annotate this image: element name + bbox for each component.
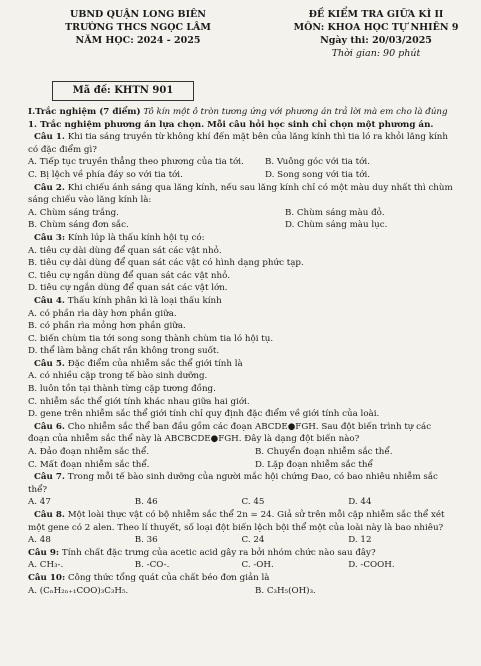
exam-date: Ngày thi: 20/03/2025 <box>320 35 432 46</box>
part-heading: 1. Trắc nghiệm phương án lựa chọn. Mỗi câu hỏi học sinh chỉ chọn một phương án. <box>28 119 434 130</box>
question-4: Câu 4. Thấu kính phân kì là loại thấu kính <box>34 295 222 306</box>
school-info <box>48 8 228 47</box>
option-c: C. Bị lệch về phía đáy so với tia tới. <box>28 169 183 180</box>
section-heading: I.Trắc nghiệm (7 điểm) Tô kín một ô tròn tương ứng với phương án trả lời mà em cho là đúng <box>28 107 448 117</box>
option-c: C. 45 <box>241 497 265 508</box>
exam-code-box: Mã đề: KHTN 901 <box>52 81 194 101</box>
option-c: C. -OH. <box>241 560 274 571</box>
question-3: Câu 3: Kính lúp là thấu kính hội tụ có: <box>34 232 205 243</box>
option-c: C. nhiễm sắc thể giới tính khác nhau giữa hai giới. <box>28 396 250 407</box>
option-a: A. tiêu cự dài dùng để quan sát các vật nhỏ. <box>28 245 222 256</box>
question-6: Câu 6. Cho nhiễm sắc thể ban đầu gồm các đoạn ABCDE●FGH. Sau đột biến trình tự các đoạn của nhiễm sắc thể này là ABCBCDE●FGH. Đây là dạng đột biến nào? <box>28 421 432 445</box>
option-b: B. tiêu cự dài dùng để quan sát các vật có hình dạng phức tạp. <box>28 258 304 269</box>
option-a: A. (CₙH₂ₙ₊₁COO)₃C₃H₅. <box>28 585 129 596</box>
exam-title: ĐỀ KIỂM TRA GIỮA KÌ II <box>308 9 444 20</box>
question-10: Câu 10: Công thức tổng quát của chất béo đơn giản là <box>28 572 270 583</box>
option-d: D. Song song với tia tới. <box>265 169 371 180</box>
option-a: A. 48 <box>28 535 51 546</box>
option-a: A. có phần rìa dày hơn phần giữa. <box>28 308 177 319</box>
exam-duration: Thời gian: 90 phút <box>331 48 421 59</box>
option-b: B. 46 <box>134 497 158 508</box>
question-7: Câu 7. Trong mỗi tế bào sinh dưỡng của người mắc hội chứng Đao, có bao nhiêu nhiễm sắc thể? <box>28 472 438 495</box>
district-name: UBND QUẬN LONG BIÊN <box>70 9 206 20</box>
option-a: A. Đảo đoạn nhiễm sắc thể. <box>28 447 150 458</box>
option-b: B. Chùm sáng màu đỏ. <box>285 207 385 218</box>
option-a: A. 47 <box>28 497 51 508</box>
option-a: A. CH₃-. <box>28 560 64 571</box>
option-d: D. Lặp đoạn nhiễm sắc thể <box>255 459 373 470</box>
option-a: A. Chùm sáng trắng. <box>28 207 119 218</box>
option-c: C. tiêu cự ngắn dùng để quan sát các vật nhỏ. <box>28 270 231 281</box>
exam-info <box>266 8 481 60</box>
option-b: B. 36 <box>134 535 158 546</box>
option-b: B. Chuyển đoạn nhiễm sắc thể. <box>255 447 393 458</box>
option-c: B. Chùm sáng đơn sắc. <box>28 220 129 231</box>
option-d: D. thể làm bằng chất rắn không trong suốt. <box>28 346 220 357</box>
option-c: C. 24 <box>241 535 265 546</box>
section-instruction: Tô kín một ô tròn tương ứng với phương án trả lời mà em cho là đúng <box>140 107 448 117</box>
question-8: Câu 8. Một loài thực vật có bộ nhiễm sắc thể 2n = 24. Giả sử trên mỗi cặp nhiễm sắc thể xét một gene có 2 alen. Theo lí thuyết, số loại đột biến lệch bội thể một của loài này là bao nhiêu? <box>28 510 445 533</box>
option-d: D. Chùm sáng màu lục. <box>285 220 388 231</box>
option-b: B. C₃H₅(OH)₃. <box>255 585 316 596</box>
option-b: B. luôn tồn tại thành từng cặp tương đồng. <box>28 384 216 395</box>
question-2: Câu 2. Khi chiếu ánh sáng qua lăng kính, nếu sau lăng kính chỉ có một màu duy nhất thì chùm sáng chiếu vào lăng kính là: <box>28 182 453 206</box>
question-9: Câu 9: Tính chất đặc trưng của acetic acid gây ra bởi nhóm chức nào sau đây? <box>28 547 376 558</box>
school-name: TRƯỜNG THCS NGỌC LÂM <box>65 22 211 33</box>
option-a: A. có nhiều cặp trong tế bào sinh dưỡng. <box>28 371 208 382</box>
option-b: B. -CO-. <box>134 560 170 571</box>
exam-body <box>28 106 455 597</box>
option-d: D. 44 <box>348 497 372 508</box>
question-1: Câu 1. Khi tia sáng truyền từ không khí đến mặt bên của lăng kính thì tia ló ra khỏi lăng kính có đặc điểm gì? <box>28 132 448 155</box>
option-d: D. tiêu cự ngắn dùng để quan sát các vật lớn. <box>28 283 228 294</box>
option-a: A. Tiếp tục truyền thẳng theo phương của tia tới. <box>28 157 244 168</box>
school-year: NĂM HỌC: 2024 - 2025 <box>75 35 201 46</box>
option-d: D. 12 <box>348 535 372 546</box>
option-d: D. -COOH. <box>348 560 395 571</box>
option-b: B. Vuông góc với tia tới. <box>265 157 370 168</box>
option-c: C. biến chùm tia tới song song thành chùm tia ló hội tụ. <box>28 333 274 344</box>
option-d: D. gene trên nhiễm sắc thể giới tính chỉ quy định đặc điểm về giới tính của loài. <box>28 409 380 420</box>
option-c: C. Mất đoạn nhiễm sắc thể. <box>28 459 150 470</box>
question-5: Câu 5. Đặc điểm của nhiễm sắc thể giới tính là <box>34 358 243 369</box>
exam-header <box>28 6 459 106</box>
option-b: B. có phần rìa mỏng hơn phần giữa. <box>28 321 186 332</box>
subject: MÔN: KHOA HỌC TỰ NHIÊN 9 <box>293 22 459 33</box>
